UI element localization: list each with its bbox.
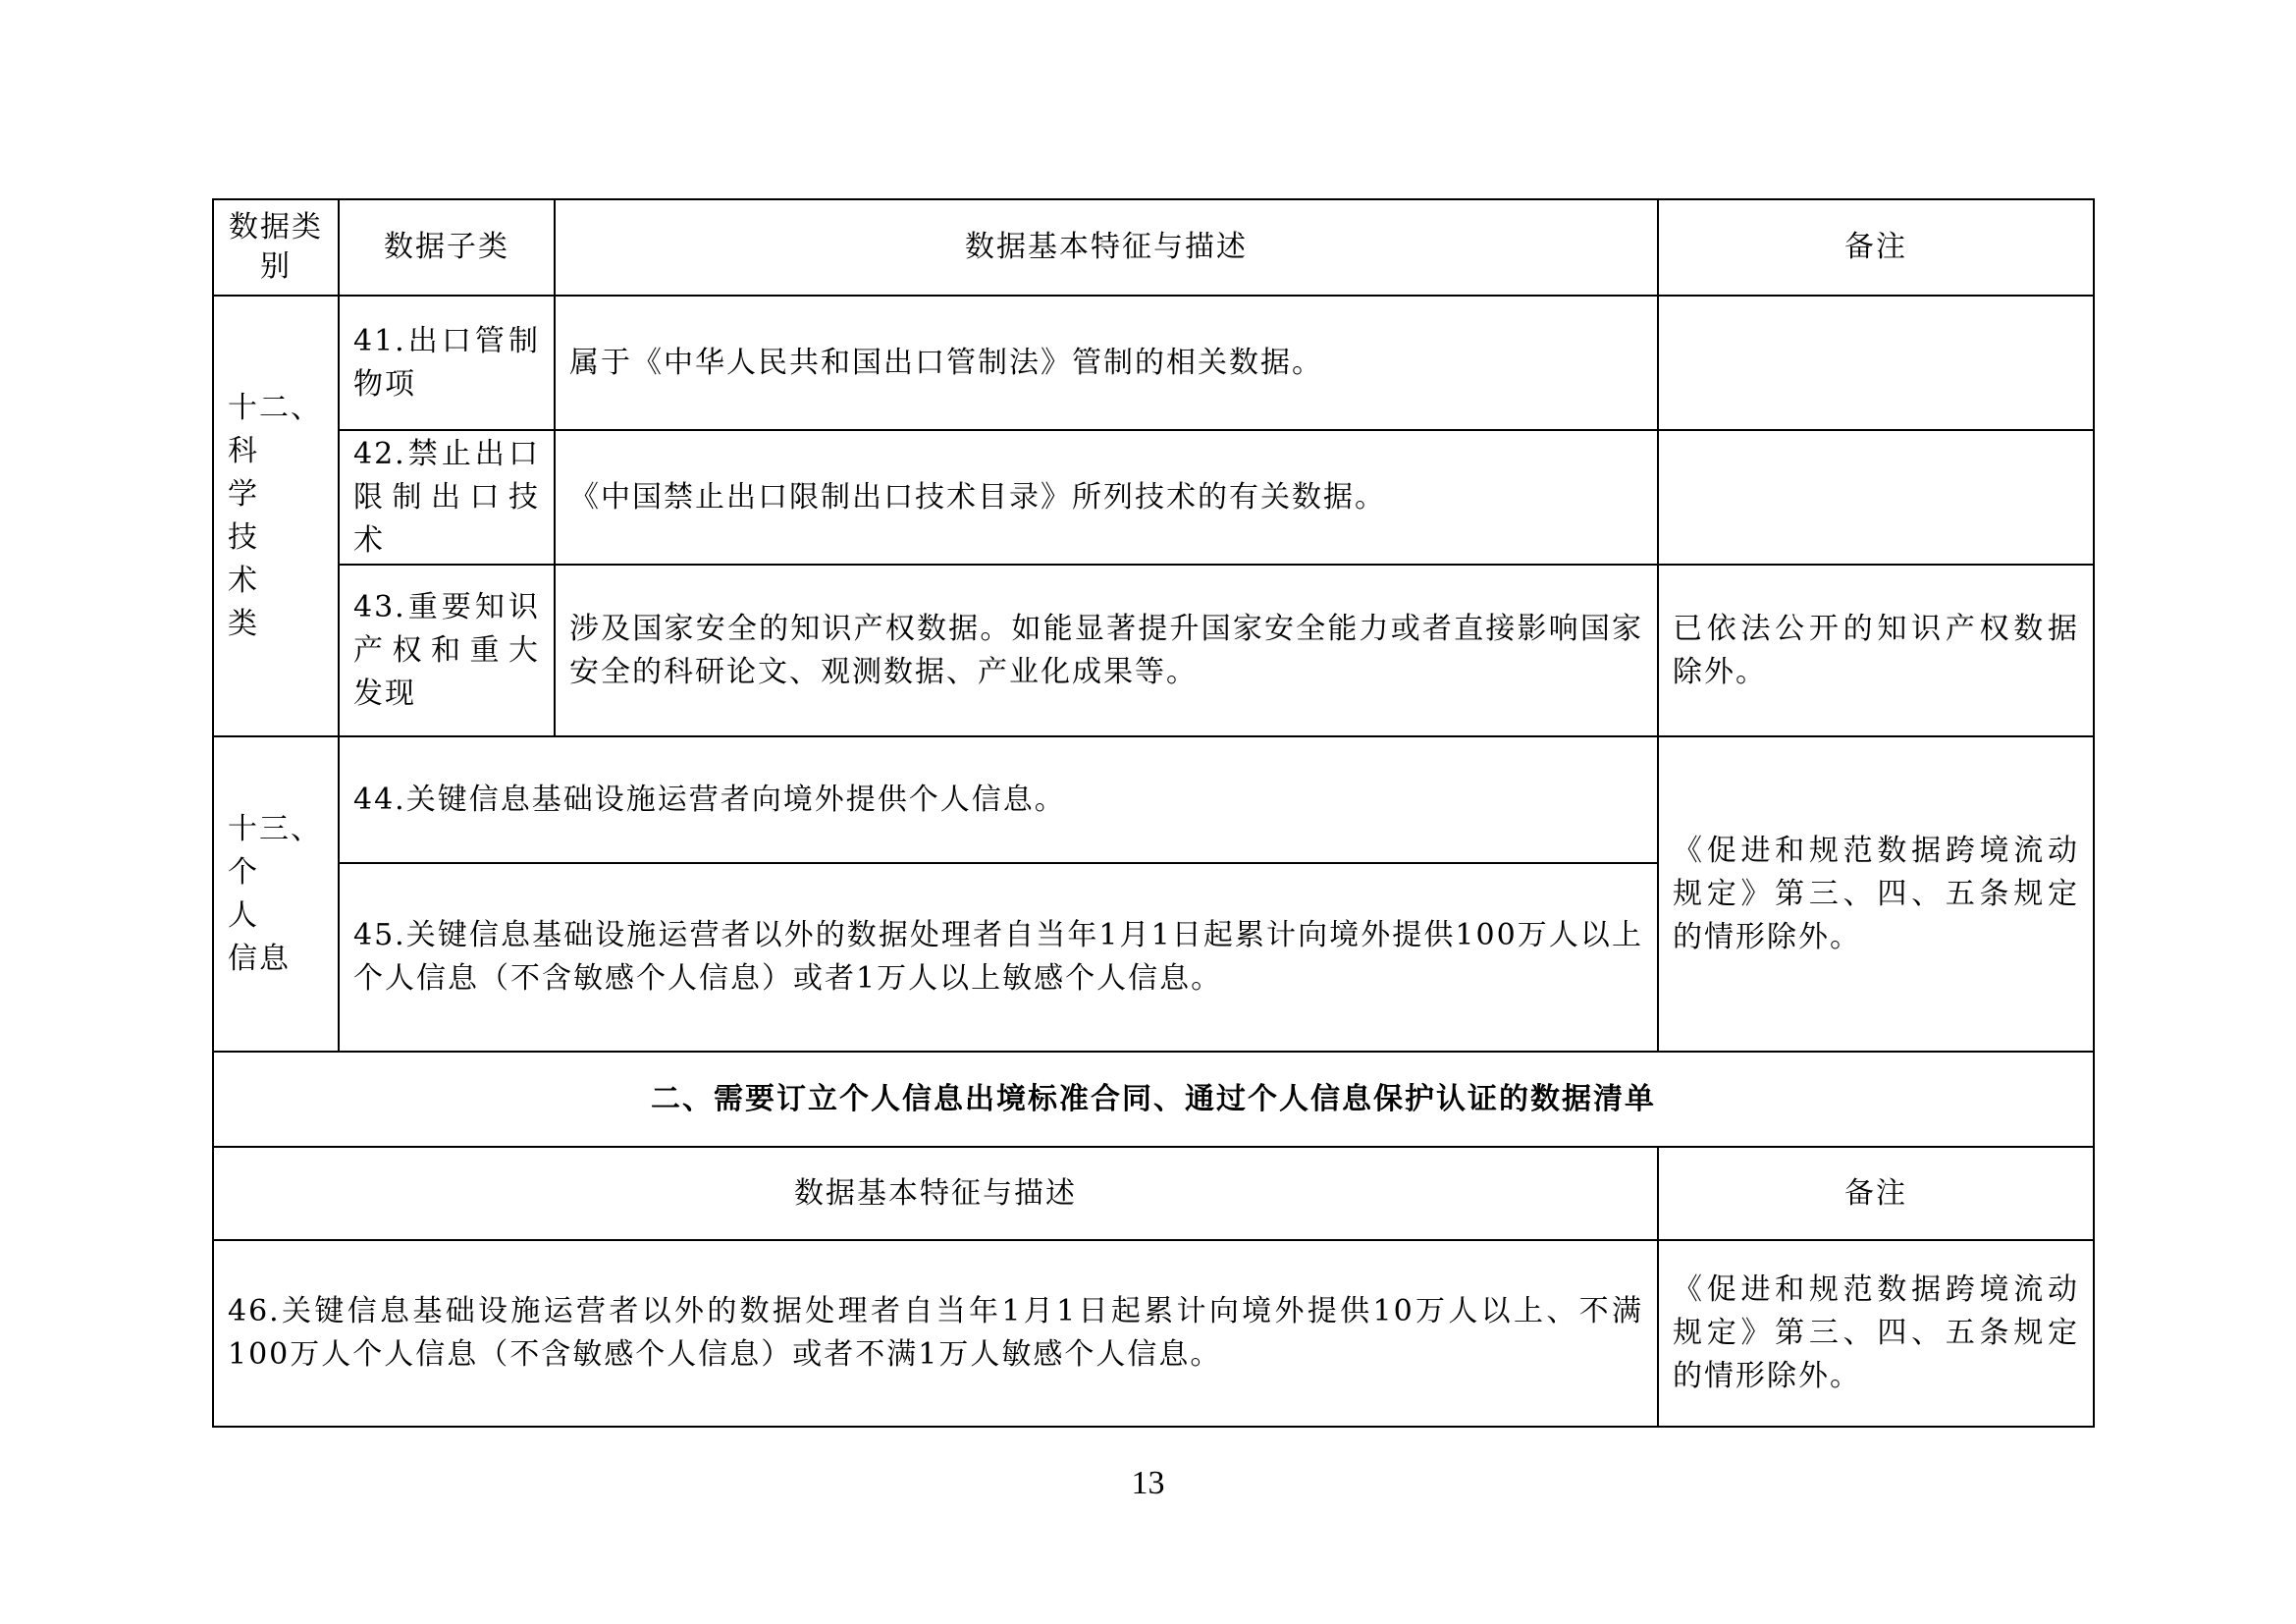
section-header-row [213,1147,2094,1240]
header-remark: 备注 [1658,1147,2094,1240]
category-cell-personal-info [213,736,339,1052]
description-cell: 《中国禁止出口限制出口技术目录》所列技术的有关数据。 [555,430,1658,565]
category-text: 技 [228,519,259,555]
category-text: 十二、 [228,390,322,425]
category-text: 类 [228,606,259,641]
subcategory-cell: 41.出口管制物项 [339,296,555,430]
subcategory-cell: 42.禁止出口限制出口技术 [339,430,555,565]
remark-cell [1658,430,2094,565]
category-text: 十三、 [228,811,322,846]
category-text: 术 [228,563,259,598]
header-category: 数据类别 [213,199,339,296]
remark-cell: 《促进和规范数据跨境流动规定》第三、四、五条规定的情形除外。 [1658,1240,2094,1427]
subcategory-cell: 43.重要知识产权和重大发现 [339,565,555,736]
category-cell-science-tech [213,296,339,736]
category-text: 个 [228,854,259,890]
data-list-table [212,198,2095,1428]
section-title: 二、需要订立个人信息出境标准合同、通过个人信息保护认证的数据清单 [213,1052,2094,1147]
description-cell: 46.关键信息基础设施运营者以外的数据处理者自当年1月1日起累计向境外提供10万人以上、不满100万人个人信息（不含敏感个人信息）或者不满1万人敏感个人信息。 [213,1240,1658,1427]
remark-cell: 已依法公开的知识产权数据除外。 [1658,565,2094,736]
category-text: 人 [228,897,259,933]
category-text: 信息 [228,941,291,976]
table-row [213,736,2094,863]
category-text: 科 [228,433,259,468]
section-title-row [213,1052,2094,1147]
table-row [213,296,2094,430]
table-row [213,1240,2094,1427]
header-description: 数据基本特征与描述 [555,199,1658,296]
description-cell: 44.关键信息基础设施运营者向境外提供个人信息。 [339,736,1658,863]
header-description: 数据基本特征与描述 [213,1147,1658,1240]
description-cell: 45.关键信息基础设施运营者以外的数据处理者自当年1月1日起累计向境外提供100万人以上个人信息（不含敏感个人信息）或者1万人以上敏感个人信息。 [339,863,1658,1052]
category-text: 学 [228,476,259,512]
description-cell: 涉及国家安全的知识产权数据。如能显著提升国家安全能力或者直接影响国家安全的科研论文、观测数据、产业化成果等。 [555,565,1658,736]
table-row [213,565,2094,736]
header-subcategory: 数据子类 [339,199,555,296]
remark-cell [1658,296,2094,430]
header-remark: 备注 [1658,199,2094,296]
page-number: 13 [1131,1465,1165,1501]
remark-cell: 《促进和规范数据跨境流动规定》第三、四、五条规定的情形除外。 [1658,736,2094,1052]
table-row [213,430,2094,565]
description-cell: 属于《中华人民共和国出口管制法》管制的相关数据。 [555,296,1658,430]
table-header-row [213,199,2094,296]
